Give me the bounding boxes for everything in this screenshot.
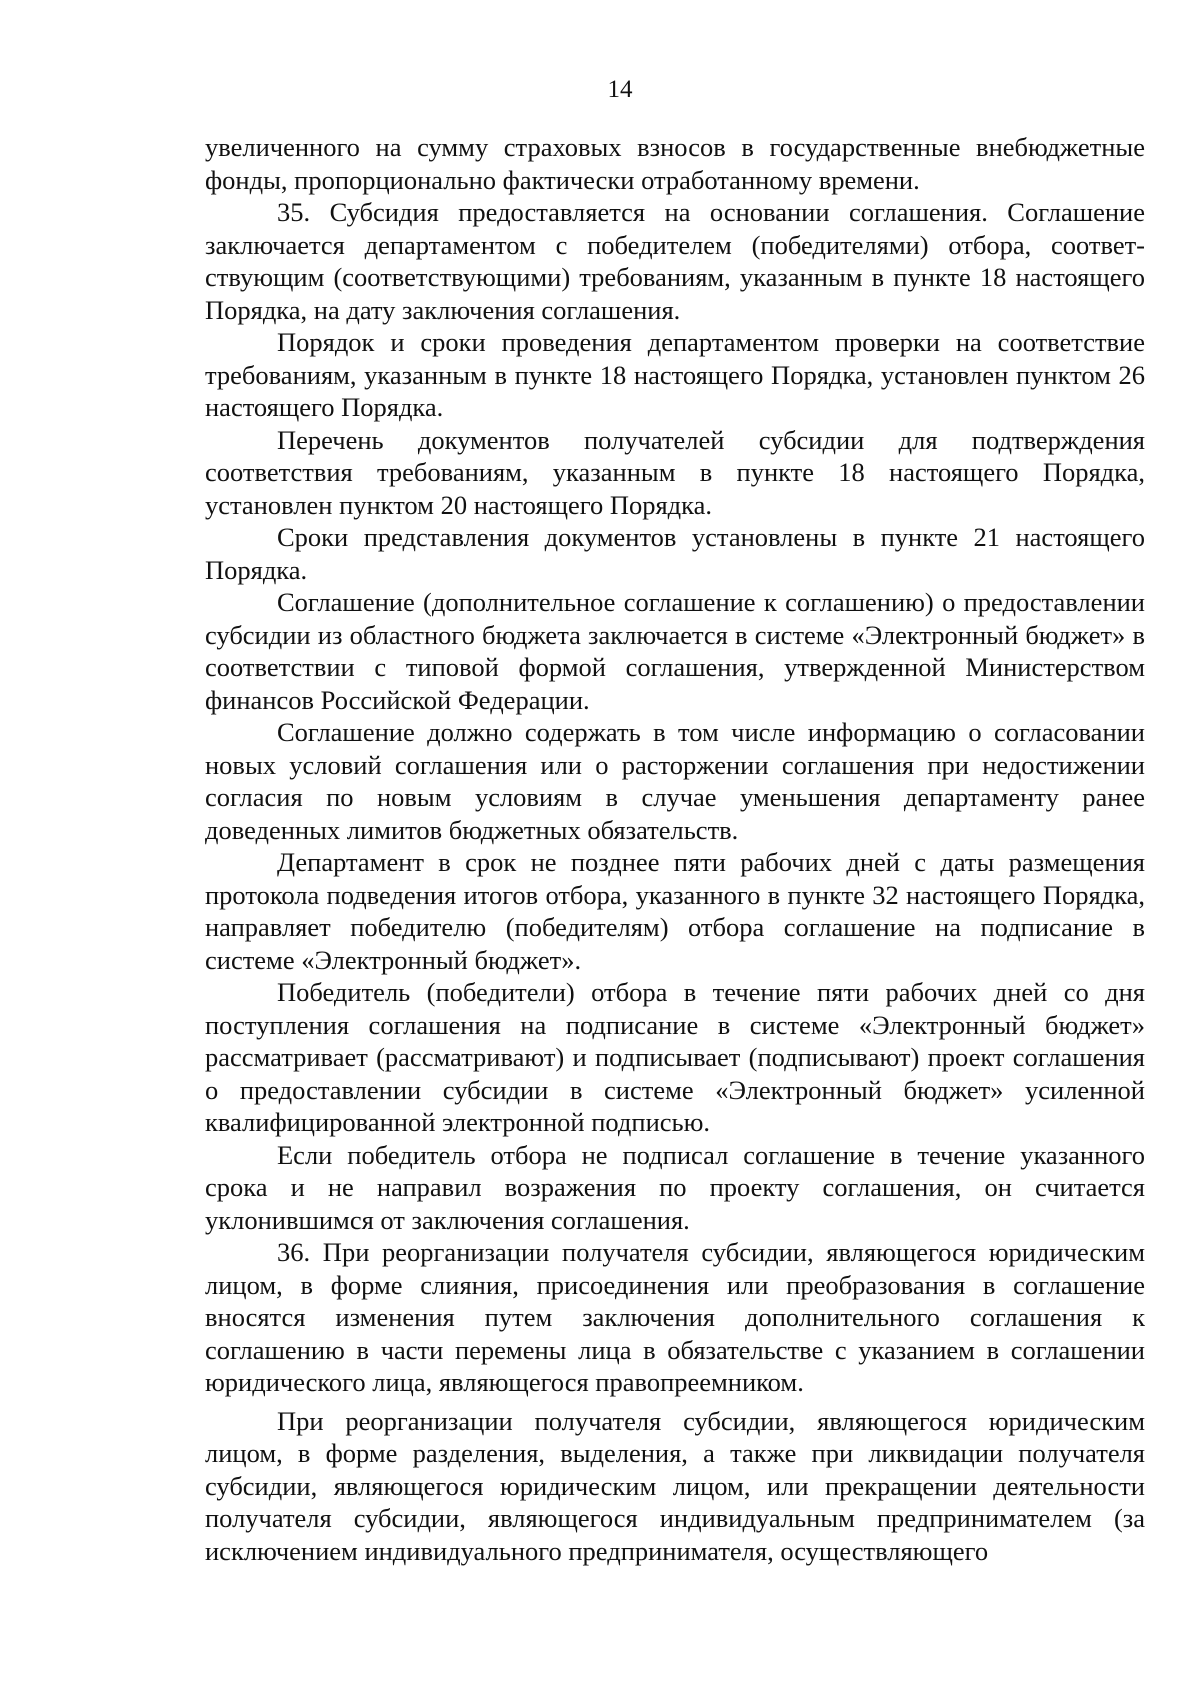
paragraph-agreement-form: Соглашение (дополнительное соглашение к соглашению) о предоставлении субсидии из областного бюджета заключается в системе «Электронный бюджет» в соответствии с типовой формой соглашения, утвержденной Министерством финансов Российской Федерации. — [205, 587, 1145, 715]
page-number: 14 — [607, 76, 633, 103]
paragraph-reorganization: При реорганизации получателя субсидии, являющегося юридическим лицом, в форме разделения, выделения, а также при ликвидации получателя субсидии, являющегося юридическим лицом, или прекращении деятельности получателя субсидии, являющегося индивидуальным предпринимателем (за исключением индивидуального предпринимателя, осуществляющего — [205, 1405, 1145, 1566]
document-body — [205, 131, 1145, 1567]
paragraph-continuation: увеличенного на сумму страховых взносов в государственные внебюджетные фонды, пропорционально фактически отработанному времени. — [205, 132, 1145, 195]
paragraph-clause-36: 36. При реорганизации получателя субсидии, являющегося юридическим лицом, в форме слияния, присоединения или преобразования в соглашение вносятся изменения путем заключения дополнительного соглашения к соглашению в части перемены лица в обязательстве с указанием в соглашении юридического лица, являющегося правопреемником. — [205, 1237, 1145, 1397]
paragraph-agreement-content: Соглашение должно содержать в том числе информацию о согласовании новых условий соглашения или о расторжении соглашения при недостижении согласия по новым условиям в случае уменьшения департаменту ранее доведенных лимитов бюджетных обязательств. — [205, 717, 1145, 845]
paragraph-winner-signing: Победитель (победители) отбора в течение пяти рабочих дней со дня поступления соглашения на подписание в системе «Электронный бюджет» рассматривает (рассматривают) и подписывает (подписывают) проект соглашения о предоставлении субсидии в системе «Электронный бюджет» усиленной квалифицированной электронной подписью. — [205, 977, 1145, 1137]
paragraph-submission-deadlines: Сроки представления документов установлены в пункте 21 настоящего Порядка. — [205, 522, 1145, 585]
paragraph-evasion: Если победитель отбора не подписал соглашение в течение указанного срока и не направил возражения по проекту соглашения, он считается уклонившимся от заключения соглашения. — [205, 1139, 1145, 1235]
paragraph-check-procedure: Порядок и сроки проведения департаментом проверки на соответствие требованиям, указанным в пункте 18 настоящего Порядка, установлен пунктом 26 настоящего Порядка. — [205, 327, 1145, 422]
paragraph-department-deadline: Департамент в срок не позднее пяти рабочих дней с даты размещения протокола подведения итогов отбора, указанного в пункте 32 настоящего Порядка, направляет победителю (победителям) отбора соглашение на подписание в системе «Электронный бюджет». — [205, 847, 1145, 975]
paragraph-clause-35: 35. Субсидия предоставляется на основании соглашения. Соглашение заключается департаментом с победителем (победителями) отбора, соответствующим (соответствующими) требованиям, указанным в пункте 18 настоящего Порядка, на дату заключения соглашения. — [205, 197, 1145, 325]
paragraph-documents-list: Перечень документов получателей субсидии для подтверждения соответствия требованиям, указанным в пункте 18 настоящего Порядка, установлен пунктом 20 настоящего Порядка. — [205, 424, 1145, 520]
